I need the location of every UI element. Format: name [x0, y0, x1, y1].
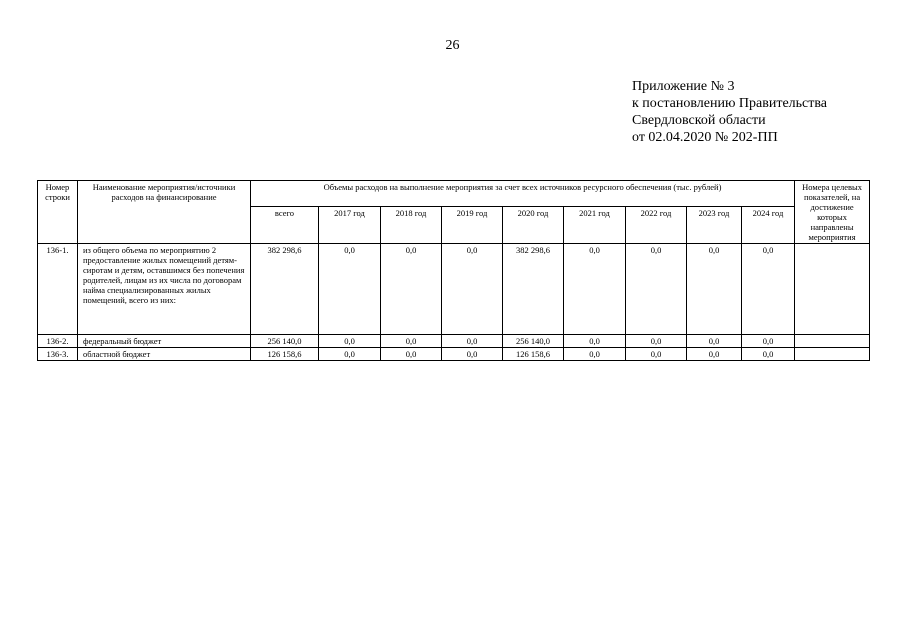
- row-name: областной бюджет: [78, 348, 251, 361]
- header-row-number: Номер строки: [38, 181, 78, 244]
- row-targets: [795, 244, 870, 335]
- appendix-line: от 02.04.2020 № 202-ПП: [632, 130, 778, 145]
- cell-value: 0,0: [626, 244, 687, 335]
- cell-value: 0,0: [626, 348, 687, 361]
- table-row: [38, 348, 870, 361]
- table-row: [38, 335, 870, 348]
- cell-value: 0,0: [442, 244, 503, 335]
- header-year: 2021 год: [564, 206, 626, 243]
- cell-value: 0,0: [319, 244, 381, 335]
- cell-value: 382 298,6: [251, 244, 319, 335]
- cell-value: 0,0: [381, 348, 442, 361]
- row-targets: [795, 348, 870, 361]
- header-year: 2020 год: [503, 206, 564, 243]
- appendix-line: Свердловской области: [632, 113, 766, 128]
- row-number: 136-2.: [38, 335, 78, 348]
- cell-value: 256 140,0: [503, 335, 564, 348]
- row-targets: [795, 335, 870, 348]
- cell-value: 382 298,6: [503, 244, 564, 335]
- cell-value: 126 158,6: [503, 348, 564, 361]
- header-year: 2023 год: [687, 206, 742, 243]
- row-number: 136-1.: [38, 244, 78, 335]
- cell-value: 0,0: [442, 348, 503, 361]
- cell-value: 0,0: [687, 335, 742, 348]
- cell-value: 0,0: [742, 244, 795, 335]
- cell-value: 0,0: [742, 348, 795, 361]
- table-row: [38, 244, 870, 335]
- header-volumes: Объемы расходов на выполнение мероприятия за счет всех источников ресурсного обеспечения (тыс. рублей): [251, 181, 795, 207]
- header-year: всего: [251, 206, 319, 243]
- header-year: 2024 год: [742, 206, 795, 243]
- header-targets: Номера целевых показателей, на достижение которых направлены мероприятия: [795, 181, 870, 244]
- cell-value: 126 158,6: [251, 348, 319, 361]
- header-year: 2018 год: [381, 206, 442, 243]
- cell-value: 0,0: [319, 348, 381, 361]
- appendix-line: к постановлению Правительства: [632, 96, 828, 111]
- cell-value: 0,0: [381, 335, 442, 348]
- header-year: 2017 год: [319, 206, 381, 243]
- appendix-block: [632, 78, 827, 146]
- cell-value: 0,0: [626, 335, 687, 348]
- header-name: Наименование мероприятия/источники расходов на финансирование: [78, 181, 251, 244]
- expenses-table: [37, 180, 870, 361]
- appendix-line: Приложение № 3: [632, 79, 735, 94]
- cell-value: 0,0: [564, 244, 626, 335]
- cell-value: 0,0: [687, 348, 742, 361]
- cell-value: 0,0: [742, 335, 795, 348]
- row-name: федеральный бюджет: [78, 335, 251, 348]
- cell-value: 0,0: [319, 335, 381, 348]
- page-number: 26: [445, 38, 460, 53]
- cell-value: 0,0: [442, 335, 503, 348]
- header-year: 2022 год: [626, 206, 687, 243]
- cell-value: 0,0: [564, 335, 626, 348]
- cell-value: 0,0: [381, 244, 442, 335]
- row-name: из общего объема по мероприятию 2 предоставление жилых помещений детям-сиротам и детям, оставшимся без попечения родителей, лицам из их числа по договорам найма специализированных жилых помещений, всего из них:: [78, 244, 251, 335]
- header-year: 2019 год: [442, 206, 503, 243]
- cell-value: 0,0: [687, 244, 742, 335]
- cell-value: 256 140,0: [251, 335, 319, 348]
- cell-value: 0,0: [564, 348, 626, 361]
- row-number: 136-3.: [38, 348, 78, 361]
